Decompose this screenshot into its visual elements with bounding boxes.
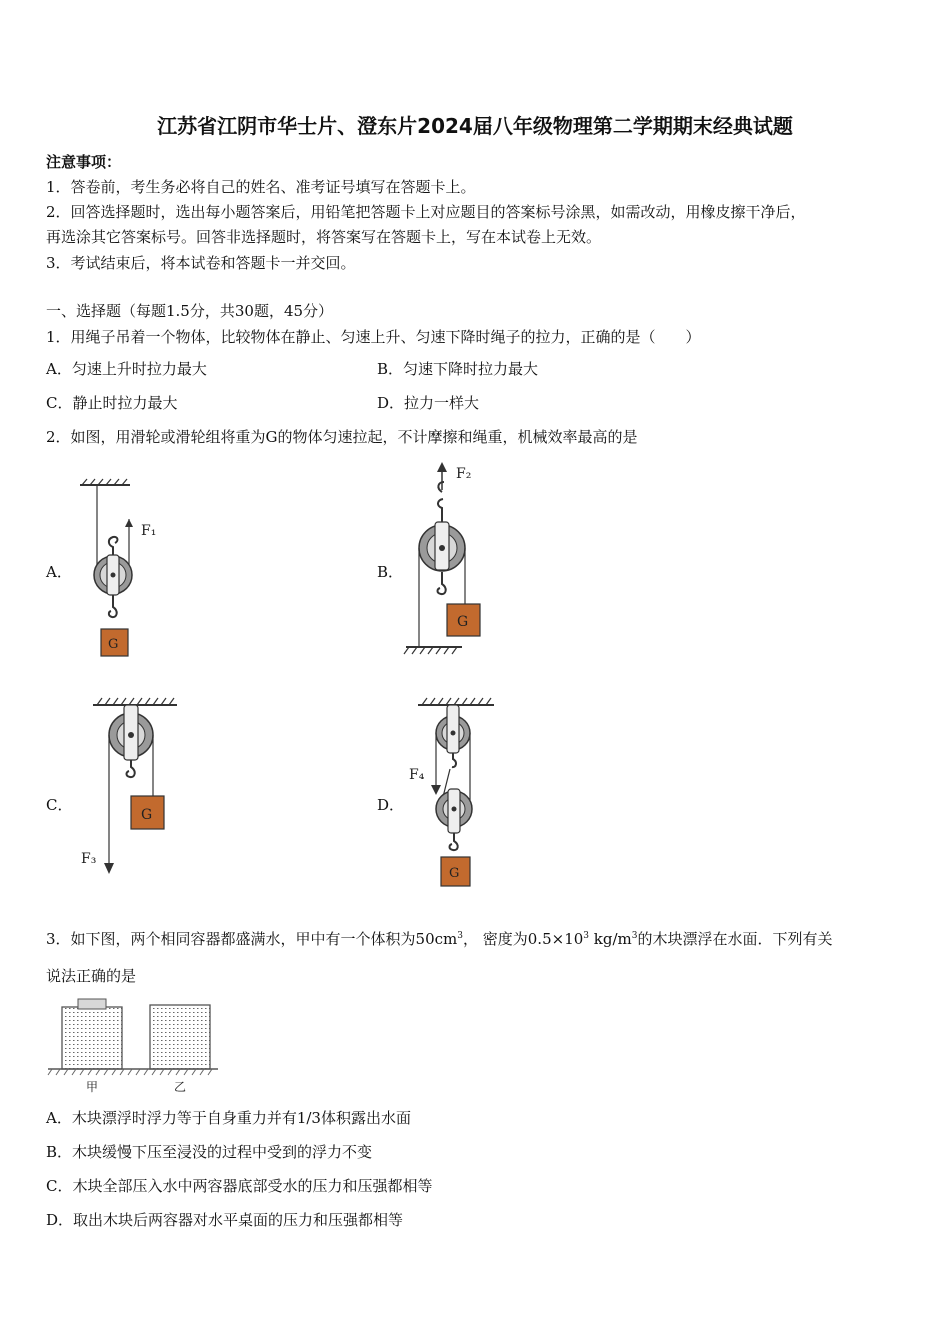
force-label-f1: F₁ bbox=[141, 523, 157, 539]
notice-item: 3．考试结束后，将本试卷和答题卡一并交回。 bbox=[46, 254, 356, 272]
notice-item: 再选涂其它答案标号。回答非选择题时，将答案写在答题卡上，写在本试卷上无效。 bbox=[46, 228, 602, 246]
pulley-figure-a bbox=[70, 475, 170, 665]
q3-option-a: A．木块漂浮时浮力等于自身重力并有1/3体积露出水面 bbox=[46, 1109, 411, 1127]
label-yi: 乙 bbox=[174, 1080, 187, 1094]
q2-option-b: B． bbox=[377, 563, 404, 581]
pulley-figure-c bbox=[75, 693, 195, 883]
containers-figure bbox=[48, 995, 223, 1095]
label-jia: 甲 bbox=[86, 1080, 99, 1094]
force-label-f3: F₃ bbox=[81, 851, 97, 867]
q2-stem: 2．如图，用滑轮或滑轮组将重为G的物体匀速拉起，不计摩擦和绳重，机械效率最高的是 bbox=[46, 428, 638, 446]
page-title: 江苏省江阴市华士片、澄东片2024届八年级物理第二学期期末经典试题 bbox=[157, 114, 793, 138]
weight-label: G bbox=[141, 807, 153, 823]
q3-option-d: D．取出木块后两容器对水平桌面的压力和压强都相等 bbox=[46, 1211, 404, 1229]
pulley-figure-d bbox=[400, 693, 510, 893]
notice-item: 1．答卷前，考生务必将自己的姓名、准考证号填写在答题卡上。 bbox=[46, 178, 476, 196]
section-heading: 一、选择题（每题1.5分，共30题，45分） bbox=[46, 302, 334, 320]
weight-label: G bbox=[457, 614, 469, 630]
q1-option-d: D．拉力一样大 bbox=[377, 394, 480, 412]
q2-option-c: C． bbox=[46, 796, 73, 814]
q3-stem: 3．如下图，两个相同容器都盛满水，甲中有一个体积为$50cm^3$， 密度为$0.5\times 10^3$ $kg/m^3$的木块漂浮在水面．下列有关 bbox=[46, 930, 833, 948]
pulley-figure-b bbox=[400, 460, 500, 660]
q1-option-b: B．匀速下降时拉力最大 bbox=[377, 360, 539, 378]
q1-option-c: C．静止时拉力最大 bbox=[46, 394, 178, 412]
weight-label: G bbox=[449, 866, 460, 881]
q2-option-d: D． bbox=[377, 796, 405, 814]
q1-stem: 1．用绳子吊着一个物体，比较物体在静止、匀速上升、匀速下降时绳子的拉力，正确的是（ ） bbox=[46, 328, 701, 346]
q3-stem-line2: 说法正确的是 bbox=[46, 967, 137, 985]
q3-option-c: C．木块全部压入水中两容器底部受水的压力和压强都相等 bbox=[46, 1177, 433, 1195]
q1-option-a: A．匀速上升时拉力最大 bbox=[46, 360, 207, 378]
force-label-f4: F₄ bbox=[409, 767, 425, 783]
notice-heading: 注意事项： bbox=[46, 153, 122, 171]
notice-item: 2．回答选择题时，选出每小题答案后，用铅笔把答题卡上对应题目的答案标号涂黑，如需改动，用橡皮擦干净后， bbox=[46, 203, 806, 221]
weight-label: G bbox=[108, 637, 119, 652]
force-label-f2: F₂ bbox=[456, 466, 472, 482]
q2-option-a: A． bbox=[46, 563, 72, 581]
q3-option-b: B．木块缓慢下压至浸没的过程中受到的浮力不变 bbox=[46, 1143, 373, 1161]
